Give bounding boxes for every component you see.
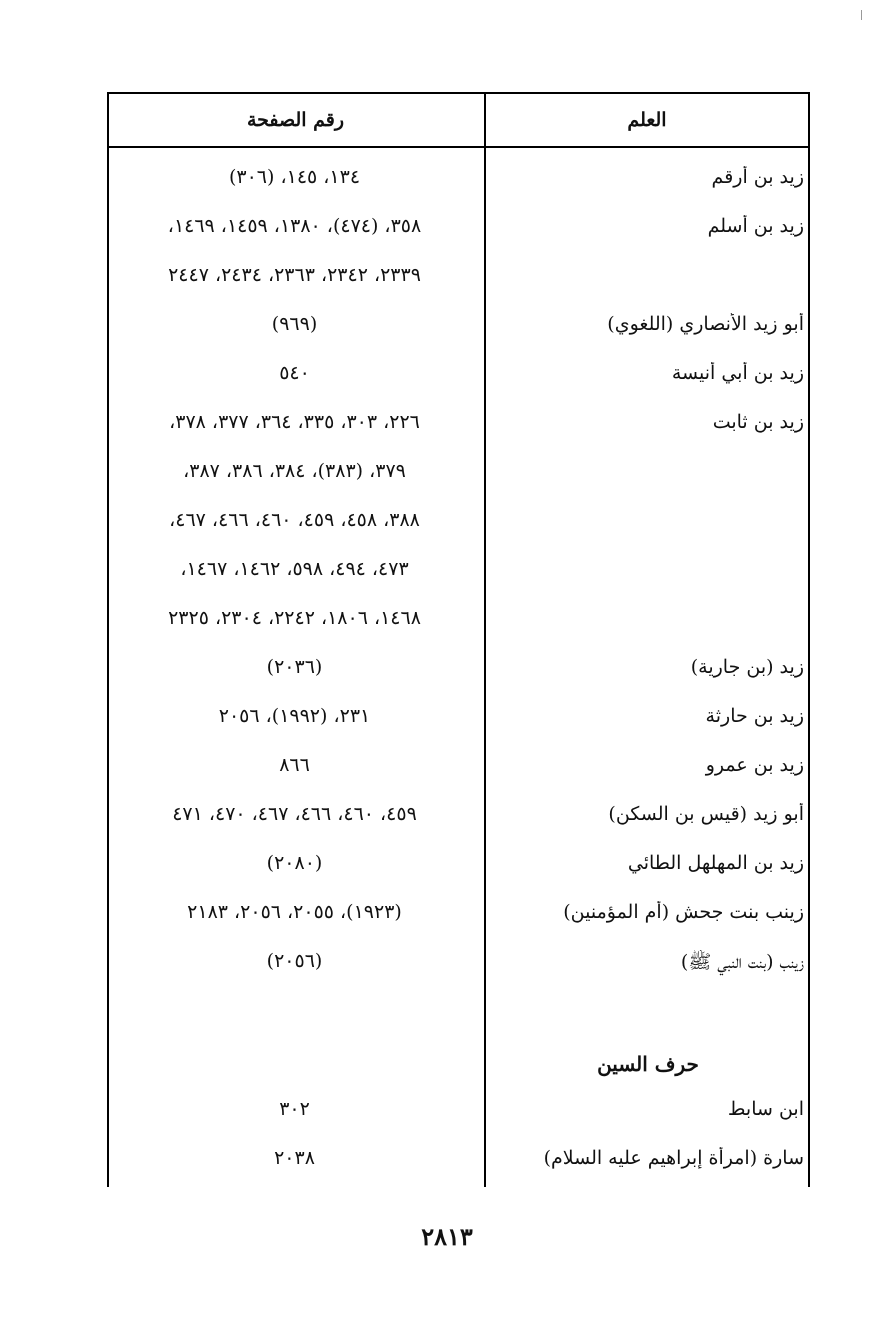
leader-dots [486,190,810,192]
leader-dots [486,239,810,241]
leader-dots [486,827,810,829]
name-cell [486,803,810,833]
entry-name: زيد بن عمرو [702,754,804,776]
page-numbers: ٣٥٨، (٤٧٤)، ١٣٨٠، ١٤٥٩، ١٤٦٩، [167,215,422,237]
name-cell [486,362,810,392]
page-numbers: ٣٠٢ [279,1098,310,1120]
leader-dots [486,925,810,927]
page-numbers: (٩٦٩) [271,313,318,335]
name-cell [486,705,810,735]
page-number: ٢٨١٣ [421,1222,473,1251]
entry-name: زيد بن المهلهل الطائي [624,852,804,874]
name-cell [486,313,810,343]
page-numbers: ٨٦٦ [279,754,310,776]
column-divider [484,92,486,1187]
leader-dots [486,386,810,388]
page-numbers: ٤٥٩، ٤٦٠، ٤٦٦، ٤٦٧، ٤٧٠، ٤٧١ [172,803,417,825]
entry-name: زينب بنت جحش (أم المؤمنين) [559,901,804,923]
index-table [107,92,810,1187]
page-numbers: (٢٠٨٠) [266,852,323,874]
leader-dots [486,435,810,437]
entry-name: زيد بن أرقم [708,166,804,188]
leader-dots [486,337,810,339]
entry-name: زيد بن أسلم [704,215,804,237]
entry-name: أبو زيد (قيس بن السكن) [604,803,804,825]
leader-dots [486,778,810,780]
page-numbers: (٢٠٥٦) [266,950,323,972]
table-right-border [808,92,810,1187]
page-numbers: (١٩٢٣)، ٢٠٥٥، ٢٠٥٦، ٢١٨٣ [187,901,402,923]
entry-name: زيد (بن جارية) [687,656,804,678]
name-cell [486,901,810,931]
name-cell [486,1098,810,1128]
entry-name: زيد بن ثابت [709,411,804,433]
entry-name: أبو زيد الأنصاري (اللغوي) [603,313,804,335]
leader-dots [486,1171,810,1173]
page-numbers: ٢٠٣٨ [274,1147,315,1169]
page-numbers: ١٣٤، ١٤٥، (٣٠٦) [228,166,361,188]
table-left-border [107,92,109,1187]
header-pages: رقم الصفحة [246,108,345,131]
name-cell [486,950,810,980]
name-cell [486,852,810,882]
page-numbers: ٢٣١، (١٩٩٢)، ٢٠٥٦ [218,705,371,727]
name-cell [486,656,810,686]
name-cell [486,754,810,784]
page-numbers: (٢٠٣٦) [266,656,323,678]
page-numbers: ٣٧٩، (٣٨٣)، ٣٨٤، ٣٨٦، ٣٨٧، [183,460,406,482]
name-cell [486,166,810,196]
name-cell [486,411,810,441]
page-numbers: ٣٨٨، ٤٥٨، ٤٥٩، ٤٦٠، ٤٦٦، ٤٦٧، [169,509,420,531]
section-title: حرف السين [597,1052,699,1076]
page-numbers: ٤٧٣، ٤٩٤، ٥٩٨، ١٤٦٢، ١٤٦٧، [180,558,409,580]
page-numbers: ٢٣٣٩، ٢٣٤٢، ٢٣٦٣، ٢٤٣٤، ٢٤٤٧ [168,264,421,286]
header-name: العلم [627,108,667,131]
name-cell [486,1147,810,1177]
name-cell [486,215,810,245]
entry-name: زينب (بنت النبي ﷺ) [677,951,804,973]
leader-dots [486,680,810,682]
page-numbers: ١٤٦٨، ١٨٠٦، ٢٢٤٢، ٢٣٠٤، ٢٣٢٥ [168,607,421,629]
leader-dots [486,729,810,731]
page-numbers: ٢٢٦، ٣٠٣، ٣٣٥، ٣٦٤، ٣٧٧، ٣٧٨، [169,411,420,433]
entry-name: ابن سابط [724,1098,804,1120]
leader-dots [486,1122,810,1124]
page-numbers: ٥٤٠ [279,362,310,384]
edge-mark [861,10,862,20]
leader-dots [486,876,810,878]
entry-name: زيد بن حارثة [702,705,804,727]
entry-name: زيد بن أبي أنيسة [668,362,804,384]
entry-name: سارة (امرأة إبراهيم عليه السلام) [540,1147,804,1169]
